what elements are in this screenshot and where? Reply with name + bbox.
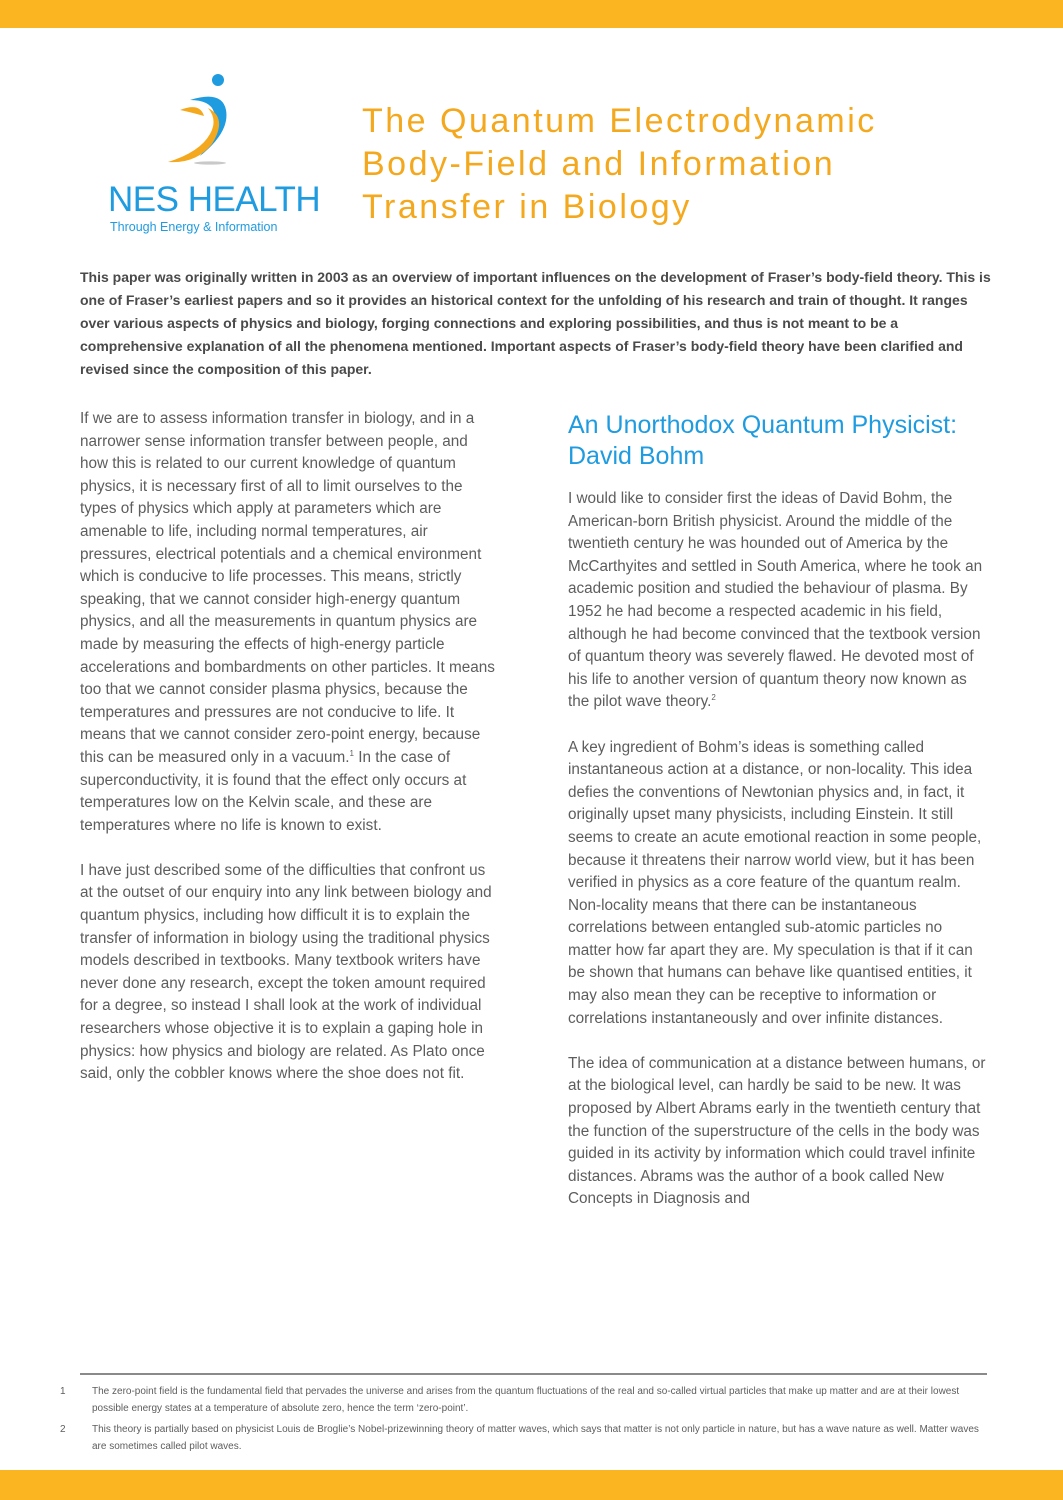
brand-name: NES HEALTH bbox=[108, 180, 321, 219]
brand-tagline: Through Energy & Information bbox=[110, 220, 278, 234]
title-line: Transfer in Biology bbox=[362, 188, 692, 226]
body-paragraph: A key ingredient of Bohm’s ideas is something called instantaneous action at a distance, or non-locality. This idea defies the conventions of Newtonian physics and, in fact, it originally upset many physicists, including Einstein. It still seems to create an acute emotional reaction in some people, because it threatens their narrow world view, but it has been verified in physics as a core feature of the quantum realm. Non-locality means that there can be instantaneous correlations between entangled sub-atomic particles no matter how far apart they are. My speculation is that if it can be shown that humans can behave like quantised entities, it may also mean they can be receptive to information or correlations instantaneously and over infinite distances. bbox=[568, 738, 982, 1027]
right-column bbox=[568, 488, 988, 1234]
body-paragraph: I have just described some of the difficulties that confront us at the outset of our enquiry into any link between biology and quantum physics, including how difficult it is to explain the transfer of information in biology using the traditional physics models described in textbooks. Many textbook writers have never done any research, except the token amount required for a degree, so instead I shall look at the work of individual researchers whose objective it is to explain a gaping hole in physics: how physics and biology are related. As Plato once said, only the cobbler knows where the shoe does not fit. bbox=[80, 861, 492, 1083]
footnote-text: The zero-point field is the fundamental field that pervades the universe and arises from the quantum fluctuations of the real and so-called virtual particles that make up matter and are at their lowest possible energy states at a temperature of absolute zero, hence the term ‘zero-point’. bbox=[92, 1386, 960, 1414]
left-column bbox=[80, 408, 500, 1108]
paragraph-text: I would like to consider first the ideas of David Bohm, the American-born British physicist. Around the middle of the twentieth century he was hounded out of America by the McCarthyites and settled in South America, where he took an academic position and studied the behaviour of plasma. By 1952 he had become a respected academic in his field, although he had become convinced that the textbook version of quantum theory was severely flawed. He devoted most of his life to another version of quantum theory now known as the pilot wave theory. bbox=[568, 490, 983, 711]
body-paragraph bbox=[80, 408, 500, 837]
paragraph-text: If we are to assess information transfer in biology, and in a narrower sense information transfer between people, and how this is related to our current knowledge of quantum physics, it is necessary first of all to limit ourselves to the types of physics which apply at parameters which are amenable to life, including normal temperatures, air pressures, electrical potentials and a chemical environment which is conducive to life processes. This means, strictly speaking, that we cannot consider high-energy quantum physics, and all the measurements in quantum physics are made by measuring the effects of high-energy particle accelerations and bombardments on other particles. It means too that we cannot consider plasma physics, because the temperatures and pressures are not conducive to life. It means that we cannot consider zero-point energy, because this can be measured only in a vacuum. bbox=[80, 410, 495, 766]
footnotes bbox=[60, 1383, 990, 1459]
figure-icon bbox=[160, 72, 250, 172]
footnote-divider bbox=[80, 1373, 987, 1375]
body-paragraph bbox=[568, 488, 988, 714]
footnote bbox=[60, 1421, 990, 1455]
top-accent-band bbox=[0, 0, 1063, 28]
footnote-number: 2 bbox=[60, 1424, 66, 1435]
title-line: Body-Field and Information bbox=[362, 145, 836, 183]
footnote-ref: 1 bbox=[349, 748, 354, 758]
bottom-accent-band bbox=[0, 1470, 1063, 1500]
section-heading: An Unorthodox Quantum Physicist: David Bohm bbox=[568, 411, 958, 470]
page-title bbox=[362, 100, 1002, 229]
title-line: The Quantum Electrodynamic bbox=[362, 102, 877, 140]
paragraph-text: In the case of superconductivity, it is found that the effect only occurs at temperatures low on the Kelvin scale, and these are temperatures where no life is known to exist. bbox=[80, 748, 467, 834]
footnote bbox=[60, 1383, 990, 1417]
footnote-number: 1 bbox=[60, 1386, 66, 1397]
footnote-ref: 2 bbox=[711, 693, 716, 703]
footnote-text: This theory is partially based on physicist Louis de Broglie’s Nobel-prizewinning theory of matter waves, which says that matter is not only particle in nature, but has a wave nature as well. Matter waves are sometimes called pilot waves. bbox=[92, 1424, 979, 1452]
brand-logo bbox=[100, 72, 320, 242]
body-paragraph: The idea of communication at a distance between humans, or at the biological level, can hardly be said to be new. It was proposed by Albert Abrams early in the twentieth century that the function of the superstructure of the cells in the body was guided in its activity by information which could travel infinite distances. Abrams was the author of a book called New Concepts in Diagnosis and bbox=[568, 1054, 986, 1208]
intro-paragraph: This paper was originally written in 2003 as an overview of important influences on the development of Fraser’s body-field theory. This is one of Fraser’s earliest papers and so it provides an historical context for the unfolding of his research and train of thought. It ranges over various aspects of physics and biology, forging connections and exploring possibilities, and thus is not meant to be a comprehensive explanation of all the phenomena mentioned. Important aspects of Fraser’s body-field theory have been clarified and revised since the composition of this paper. bbox=[80, 269, 991, 377]
